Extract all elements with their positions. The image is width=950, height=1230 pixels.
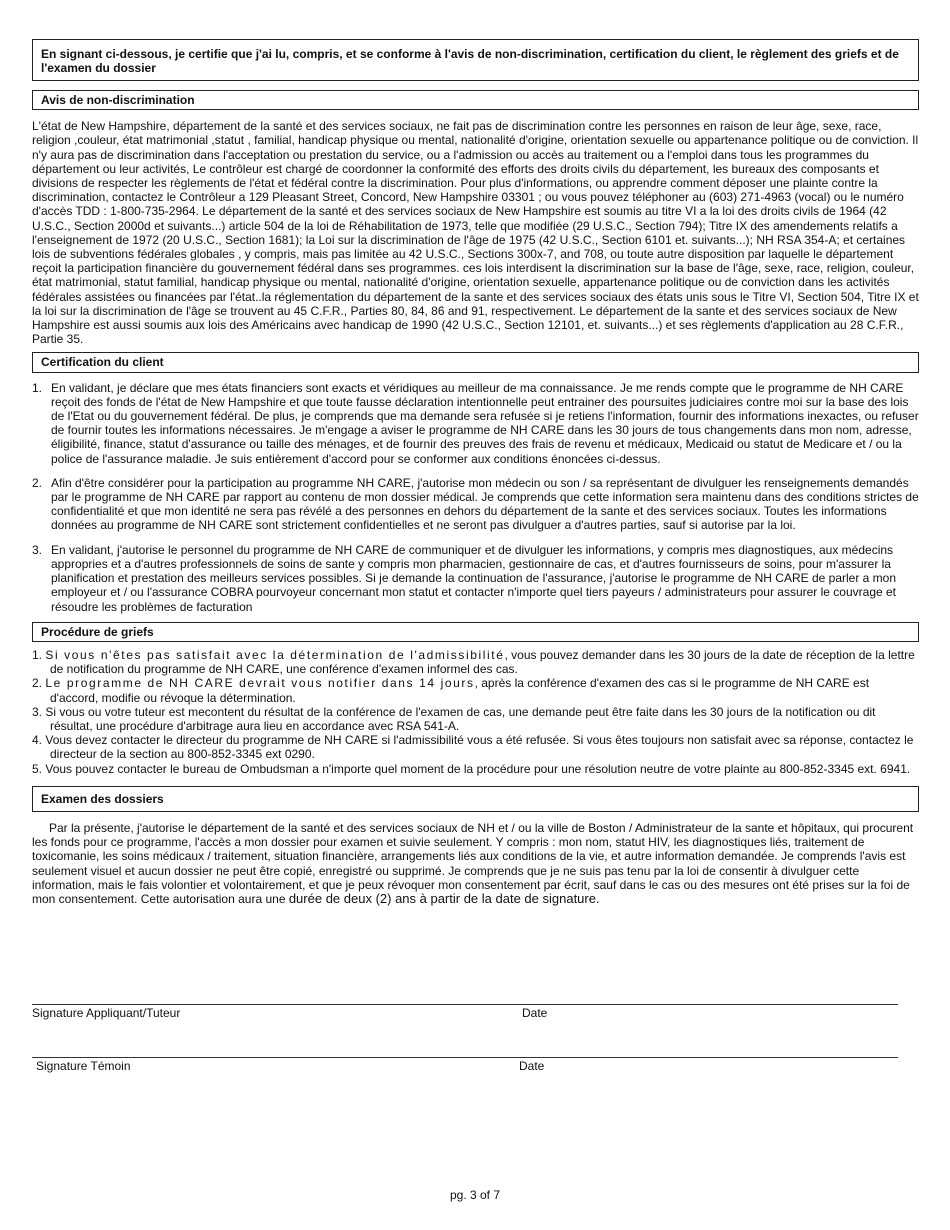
list-item	[32, 543, 919, 614]
item-number: 2.	[32, 676, 43, 691]
witness-signature-line[interactable]	[32, 1057, 898, 1058]
item-text: En validant, je déclare que mes états financiers sont exacts et véridiques au meilleur de ma connaissance. Je me rends compte que le programme de NH CARE reçoit des fonds de l'état de New Hampshire et que toute fausse déclaration intentionnelle peut entrainer des poursuites judiciaires contre moi sur la base des lois de l'Etat ou du gouvernement fédéral. De plus, je comprends que ma demande sera refusée si je retiens l'information, fournir des informations inexactes, ou refuser de fournir toutes les informations nécessaires. Je m'engage a aviser le programme de NH CARE dans les 30 jours de tous changements dans mon nom, adresse, éligibilité, finance, statut d'assurance ou taille des ménages, et de fournir des preuves des frais de revenu et médicaux, Medicaid ou statut de Medicare et / ou la police de l'assurance maladie. Je suis entièrement d'accord pour se conformer aux conditions énoncées ci-dessus.	[51, 380, 919, 466]
item-lead: Si vous n'êtes pas satisfait avec la détermination de l'admissibilité	[45, 647, 505, 662]
list-item	[32, 476, 919, 533]
item-lead: Le programme de NH CARE devrait vous notifier dans 14 jours	[45, 676, 475, 691]
applicant-date-label: Date	[522, 1006, 548, 1020]
list-item	[32, 762, 919, 776]
witness-date-label: Date	[519, 1059, 545, 1073]
item-number: 3.	[32, 704, 43, 719]
item-number: 2.	[32, 475, 43, 490]
item-number: 1.	[32, 647, 43, 662]
item-text: , vous pouvez demander dans les 30 jours de la date de réception de la lettre de notification du programme de NH CARE, une conférence d'examen informel des cas.	[50, 647, 915, 677]
records-text	[32, 821, 919, 906]
item-text: Vous pouvez contacter le bureau de Ombudsman a n'importe quel moment de la procédure pour une résolution neutre de votre plainte au 800-852-3345 ext. 6941.	[45, 761, 911, 776]
list-item	[32, 733, 919, 761]
section-heading-non-discrimination: Avis de non-discrimination	[32, 90, 919, 110]
witness-signature-label: Signature Témoin	[36, 1059, 131, 1073]
records-body-end: durée de deux (2) ans à partir de la date de signature.	[288, 890, 600, 906]
form-page	[32, 39, 919, 906]
intro-statement: En signant ci-dessous, je certifie que j'ai lu, compris, et se conforme à l'avis de non-discrimination, certification du client, le règlement des griefs et de l'examen du dossier	[32, 39, 919, 81]
item-number: 1.	[32, 380, 43, 395]
list-item	[32, 381, 919, 466]
non-discrimination-text: L'état de New Hampshire, département de la santé et des services sociaux, ne fait pas de discrimination contre les personnes en raison de leur âge, sexe, race, religion ,couleur, état matrimonial ,statut , familial, handicap physique ou mental, nationalité d'origine, orientation sexuelle ou appartenance politique ou de conviction. Il n'y aura pas de discrimination dans l'acceptation ou prestation du service, ou a l'admission ou accès au traitement ou a l'emploi dans tous les programmes du département ou leur activités, Le contrôleur est chargé de coordonner la conformité des efforts des droits civils du département, les bureaux des composants et divisions de respecter les règlements de l'état et fédéral contre la discrimination. Pour plus d'informations, ou apprendre comment déposer une plainte contre la discrimination, contactez le Contrôleur a 129 Pleasant Street, Concord, New Hampshire 03301 ; ou vous pouvez téléphoner au (603) 271-4963 (vocal) ou le numéro d'accès TDD : 1-800-735-2964. Le département de la santé et des services sociaux de New Hampshire est soumis au titre VI a la loi des droits civils de 1964 (42 U.S.C., Section 2000d et suivants...) article 504 de la loi de Réhabilitation de 1973, telle que modifiée (29 U.S.C., Section 794); Titre IX des amendements relatifs a l'enseignement de 1972 (20 U.S.C., Section 1681); la Loi sur la discrimination de l'âge de 1975 (42 U.S.C., Section 6101 et. suivants...); NH RSA 354-A; et certaines lois de subventions fédérales globales , y compris, mais pas limitée au 42 U.S.C., Sections 300x-7, and 708, ou toute autre disposition par laquelle le département reçoit la participation financière du gouvernement fédéral dans ses programmes. ces lois interdisent la discrimination sur la base de l'âge, sexe, race, religion, couleur, état matrimonial, statut familial, handicap physique ou mental, nationalité d'origine, orientation sexuelle, appartenance politique ou de conviction dans les activités fédérales assistées ou financées par l'état..la réglementation du département de la sante et des services sociaux des états unis sous le Titre VI, Section 504, Titre IX et la loi sur la discrimination de l'âge se trouvent au 45 C.F.R., Parties 80, 84, 86 and 91, respectivement. Le département de la sante et des services sociaux de New Hampshire est aussi soumis aux lois des Américains avec handicap de 1990 (42 U.S.C., Section 12101, et. suivants...) et ses règlements d'application au 28 C.F.R., Partie 35.	[32, 119, 919, 347]
section-heading-certification: Certification du client	[32, 352, 919, 372]
list-item	[32, 676, 919, 704]
list-item	[32, 648, 919, 676]
item-text: , après la conférence d'examen des cas si le programme de NH CARE est d'accord, modifie ou révoque la détermination.	[50, 676, 870, 705]
certification-list	[32, 381, 919, 614]
item-text: Vous devez contacter le directeur du programme de NH CARE si l'admissibilité vous a été refusée. Si vous êtes toujours non satisfait avec sa réponse, contactez le directeur de la section au 800-852-3345 ext 0290.	[45, 733, 914, 762]
item-text: Si vous ou votre tuteur est mecontent du résultat de la conférence de l'examen de cas, une demande peut être faite dans les 30 jours de la notification ou dit résultat, une procédure d'arbitrage aura lieu en accordance avec RSA 541-A.	[45, 704, 876, 733]
records-body: Par la présente, j'autorise le département de la santé et des services sociaux de NH et / ou la ville de Boston / Administrateur de la sante et hôpitaux, qui procurent les fonds pour ce programme, l'accès a mon dossier pour examen et suivie seulement. Y compris : mon nom, statut HIV, les diagnostiques liés, traitement de toxicomanie, les soins médicaux / traitement, situation financière, arrangements liés aux conditions de la vie, et autre information demandée. Je comprends l'avis est seulement visuel et aucun dossier ne peut être copié, enregistré ou supprimé. Je comprends que je ne suis pas tenu par la loi de consentir à divulguer cette information, mais le fais volontier et volontairement, et que je peux révoquer mon consentement par écrit, sauf dans le cas ou des mesures ont été prises sur la foi de mon consentement. Cette autorisation aura une	[32, 820, 914, 906]
applicant-signature-line[interactable]	[32, 1004, 898, 1005]
item-number: 5.	[32, 761, 43, 776]
section-heading-records: Examen des dossiers	[32, 786, 919, 812]
item-text: Afin d'être considérer pour la participation au programme NH CARE, j'autorise mon médecin ou son / sa représentant de divulguer les renseignements demandés par le programme de NH CARE par rapport au contenu de mon dossier médical. Je comprends que cette information sera maintenu dans des conditions strictes de confidentialité et que mon identité ne sera pas révélé a des personnes en dehors du département de la sante et des services sociaux. Toutes les informations données au programme de NH CARE sont strictement confidentielles et ne seront pas divulguer a d'autres parties, sauf si autorise par la loi.	[51, 475, 919, 533]
list-item	[32, 705, 919, 733]
page-number: pg. 3 of 7	[449, 1188, 501, 1202]
grievance-list	[32, 648, 919, 776]
item-number: 3.	[32, 542, 43, 557]
item-number: 4.	[32, 733, 43, 748]
section-heading-grievance: Procédure de griefs	[32, 622, 919, 642]
item-text: En validant, j'autorise le personnel du programme de NH CARE de communiquer et de divulguer les informations, y compris mes diagnostiques, aux médecins appropries et a d'autres professionnels de soins de sante y compris mon pharmacien, gestionnaire de cas, et d'autres fournisseurs de soins, pour m'assurer la planification et prestation des meilleurs services possibles. Si je demande la continuation de l'assurance, j'autorise le programme de NH CARE de parler a mon employeur et / ou l'assurance COBRA pourvoyeur concernant mon statut et contacter n'importe quel tiers payeurs / administrateurs pour assurer le couvrage et résoudre les problèmes de facturation	[51, 542, 897, 614]
applicant-signature-label: Signature Appliquant/Tuteur	[32, 1006, 181, 1020]
